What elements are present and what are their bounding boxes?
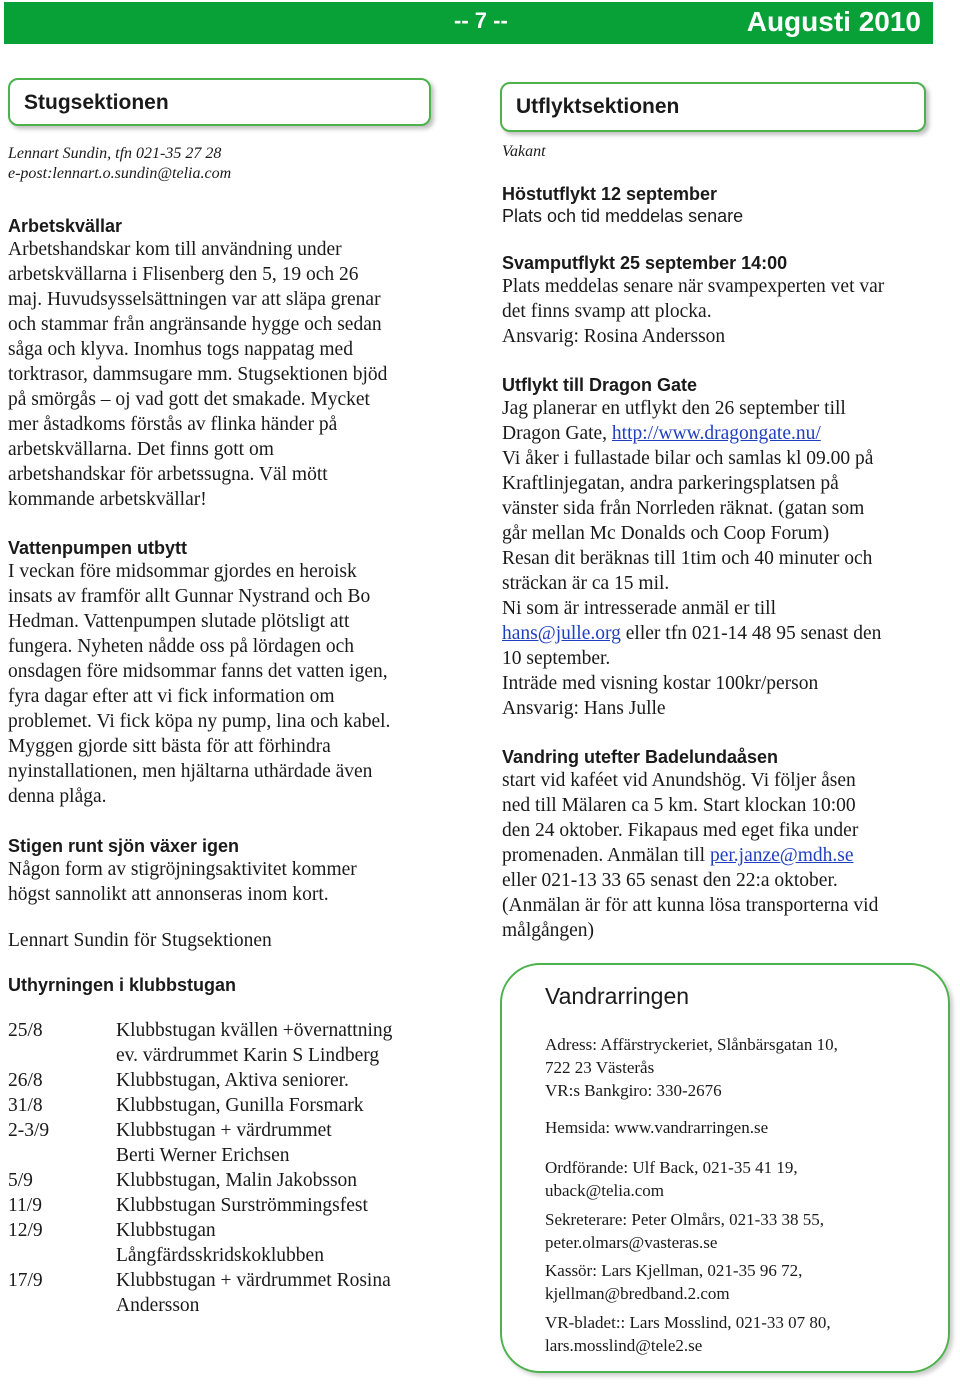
- dragongate-link[interactable]: http://www.dragongate.nu/: [611, 423, 821, 444]
- article-heading: Svamputflykt 25 september 14:00: [502, 253, 788, 273]
- body-line: Hedman. Vattenpumpen slutade plötsligt att: [8, 611, 350, 632]
- body-line: maj. Huvudsysselsättningen var att släpa grenar: [8, 289, 381, 310]
- page-banner: [4, 2, 933, 44]
- body-line: Plats meddelas senare när svampexperten vet var: [502, 276, 885, 297]
- body-line: Inträde med visning kostar 100kr/person: [502, 673, 819, 694]
- dragon-article: [502, 374, 952, 721]
- body-line: Vi åker i fullastade bilar och samlas kl 09.00 på: [502, 448, 874, 469]
- rental-desc: Klubbstugan, Malin Jakobsson: [116, 1170, 358, 1191]
- body-line: Resan dit beräknas till 1tim och 40 minuter och: [502, 548, 873, 569]
- body-line: start vid kaféet vid Anundshög. Vi följer åsen: [502, 770, 856, 791]
- body-line: arbetskvällarna i Flisenberg den 5, 19 och 26: [8, 264, 359, 285]
- article-heading: Arbetskvällar: [8, 216, 123, 236]
- body-line: problemet. Vi fick köpa ny pump, lina och kabel.: [8, 711, 391, 732]
- table-row: [8, 1068, 392, 1093]
- body-line: Ansvarig: Hans Julle: [502, 698, 666, 719]
- body-line: Ansvarig: Rosina Andersson: [502, 326, 726, 347]
- section-title: Stugsektionen: [24, 91, 169, 114]
- uthyrning-section: [8, 974, 448, 1318]
- rental-date: 25/8: [8, 1020, 43, 1041]
- secretary: Sekreterare: Peter Olmårs, 021-33 38 55, peter.olmars@vasteras.se: [545, 1210, 824, 1252]
- body-line: arbetshandskar för arbetssugna. Väl mött: [8, 464, 328, 485]
- article-body: [8, 857, 448, 907]
- rental-date: 5/9: [8, 1170, 33, 1191]
- article-body: Plats och tid meddelas senare: [502, 206, 744, 226]
- contact-email: e-post:lennart.o.sundin@telia.com: [8, 165, 232, 182]
- address-block: Adress: Affärstryckeriet, Slånbärsgatan 10, 722 23 Västerås VR:s Bankgiro: 330-2676: [545, 1035, 838, 1100]
- rental-desc: Klubbstugan Surströmmingsfest: [116, 1195, 368, 1216]
- body-line: såga och klyva. Inomhus togs nappatag med: [8, 339, 353, 360]
- body-line: I veckan före midsommar gjordes en heroisk: [8, 561, 357, 582]
- stugsektionen-title-box: [8, 78, 431, 126]
- article-heading: Uthyrningen i klubbstugan: [8, 975, 236, 995]
- body-line: hans@julle.org eller tfn 021-14 48 95 senast den: [502, 623, 882, 644]
- table-row: [8, 1193, 392, 1218]
- rental-desc: Klubbstugan kvällen +övernattning ev. värdrummet Karin S Lindberg: [116, 1020, 393, 1066]
- rental-desc: Klubbstugan, Aktiva seniorer.: [116, 1070, 349, 1091]
- vandrarringen-title: Vandrarringen: [545, 983, 690, 1009]
- body-line: nyinstallationen, men hjältarna uthärdade även: [8, 761, 373, 782]
- contact-phone: Lennart Sundin, tfn 021-35 27 28: [8, 145, 222, 162]
- body-line: Ni som är intresserade anmäl er till: [502, 598, 776, 619]
- rental-table: [8, 1018, 392, 1318]
- body-line: går mellan Mc Donalds och Coop Forum): [502, 523, 830, 544]
- article-body: [8, 237, 448, 512]
- hostutflykt-article: [502, 183, 952, 228]
- rental-desc: Klubbstugan + värdrummet Rosina Andersson: [116, 1270, 391, 1316]
- body-line: Arbetshandskar kom till användning under: [8, 239, 342, 260]
- body-line: fungera. Nyheten nådde oss på lördagen och: [8, 636, 355, 657]
- body-line: insats av framför allt Gunnar Nystrand och Bo: [8, 586, 371, 607]
- table-row: [8, 1118, 392, 1168]
- rental-date: 11/9: [8, 1195, 42, 1216]
- body-line: denna plåga.: [8, 786, 107, 807]
- article-heading: Vandring utefter Badelundaåsen: [502, 747, 779, 767]
- rental-desc: Klubbstugan, Gunilla Forsmark: [116, 1095, 364, 1116]
- email-link[interactable]: hans@julle.org: [502, 623, 621, 644]
- article-body: [502, 396, 952, 721]
- rental-date: 26/8: [8, 1070, 43, 1091]
- body-line: och stammar från angränsande hygge och sedan: [8, 314, 382, 335]
- vandrarringen-box: [500, 963, 950, 1373]
- contact-info: [8, 144, 231, 184]
- table-row: [8, 1093, 392, 1118]
- rental-date: 2-3/9: [8, 1120, 50, 1141]
- body-line: på smörgås – oj vad gott det smakade. Mycket: [8, 389, 370, 410]
- rental-date: 17/9: [8, 1270, 43, 1291]
- body-line: högst sannolikt att annonseras inom kort.: [8, 884, 329, 905]
- signature: Lennart Sundin för Stugsektionen: [8, 930, 272, 951]
- body-line: promenaden. Anmälan till per.janze@mdh.se: [502, 845, 854, 866]
- chairman: Ordförande: Ulf Back, 021-35 41 19, uback@telia.com: [545, 1158, 798, 1200]
- vandring-article: [502, 746, 952, 943]
- body-line: sträckan är ca 15 mil.: [502, 573, 670, 594]
- body-line: arbetskvällarna. Det finns gott om: [8, 439, 274, 460]
- treasurer: Kassör: Lars Kjellman, 021-35 96 72, kjellman@bredband.2.com: [545, 1261, 803, 1303]
- table-row: [8, 1018, 392, 1068]
- rental-date: 31/8: [8, 1095, 43, 1116]
- body-line: Kraftlinjegatan, andra parkeringsplatsen på: [502, 473, 839, 494]
- rental-desc: Klubbstugan Långfärdsskridskoklubben: [116, 1220, 324, 1266]
- rental-desc: Klubbstugan + värdrummet Berti Werner Erichsen: [116, 1120, 332, 1166]
- vr-bladet-editor: VR-bladet:: Lars Mosslind, 021-33 07 80, lars.mosslind@tele2.se: [545, 1313, 831, 1355]
- body-line: mer åstadkoms förstås av flinka händer på: [8, 414, 338, 435]
- body-line: Någon form av stigröjningsaktivitet kommer: [8, 859, 357, 880]
- body-line: (Anmälan är för att kunna lösa transporterna vid: [502, 895, 879, 916]
- body-line: Jag planerar en utflykt den 26 september till: [502, 398, 846, 419]
- rental-date: 12/9: [8, 1220, 43, 1241]
- homepage: Hemsida: www.vandrarringen.se: [545, 1118, 769, 1137]
- stigen-article: [8, 835, 448, 907]
- body-line: onsdagen före midsommar fanns det vatten igen,: [8, 661, 388, 682]
- body-line: eller 021-13 33 65 senast den 22:a oktober.: [502, 870, 838, 891]
- body-line: fyra dagar efter att vi fick information om: [8, 686, 335, 707]
- utflyktsektionen-title-box: [500, 82, 926, 132]
- article-body: [502, 768, 952, 943]
- article-heading: Stigen runt sjön växer igen: [8, 836, 240, 856]
- table-row: [8, 1218, 392, 1268]
- body-line: kommande arbetskvällar!: [8, 489, 207, 510]
- body-line: den 24 oktober. Fikapaus med eget fika under: [502, 820, 859, 841]
- page-number: -- 7 --: [454, 8, 508, 33]
- article-heading: Vattenpumpen utbytt: [8, 538, 187, 558]
- body-line: 10 september.: [502, 648, 611, 669]
- article-heading: Utflykt till Dragon Gate: [502, 375, 698, 395]
- article-body: [8, 559, 448, 809]
- vakant-note: Vakant: [502, 143, 546, 160]
- body-line: vänster sida från Norrleden räknat. (gatan som: [502, 498, 865, 519]
- section-title: Utflyktsektionen: [516, 95, 680, 118]
- arbetskvallar-article: [8, 215, 448, 512]
- body-line: Myggen gjorde sitt bästa för att förhindra: [8, 736, 331, 757]
- article-body: [502, 274, 952, 349]
- table-row: [8, 1168, 392, 1193]
- issue-date: Augusti 2010: [746, 6, 921, 37]
- body-line: det finns svamp att plocka.: [502, 301, 712, 322]
- body-line: målgången): [502, 920, 595, 941]
- body-line: torktrasor, dammsugare mm. Stugsektionen bjöd: [8, 364, 388, 385]
- svamp-article: [502, 252, 952, 349]
- vattenpumpen-article: [8, 537, 448, 809]
- table-row: [8, 1268, 392, 1318]
- body-line: ned till Mälaren ca 5 km. Start klockan 10:00: [502, 795, 856, 816]
- body-line: Dragon Gate, http://www.dragongate.nu/: [502, 423, 821, 444]
- article-heading: Höstutflykt 12 september: [502, 184, 718, 204]
- email-link[interactable]: per.janze@mdh.se: [709, 845, 854, 866]
